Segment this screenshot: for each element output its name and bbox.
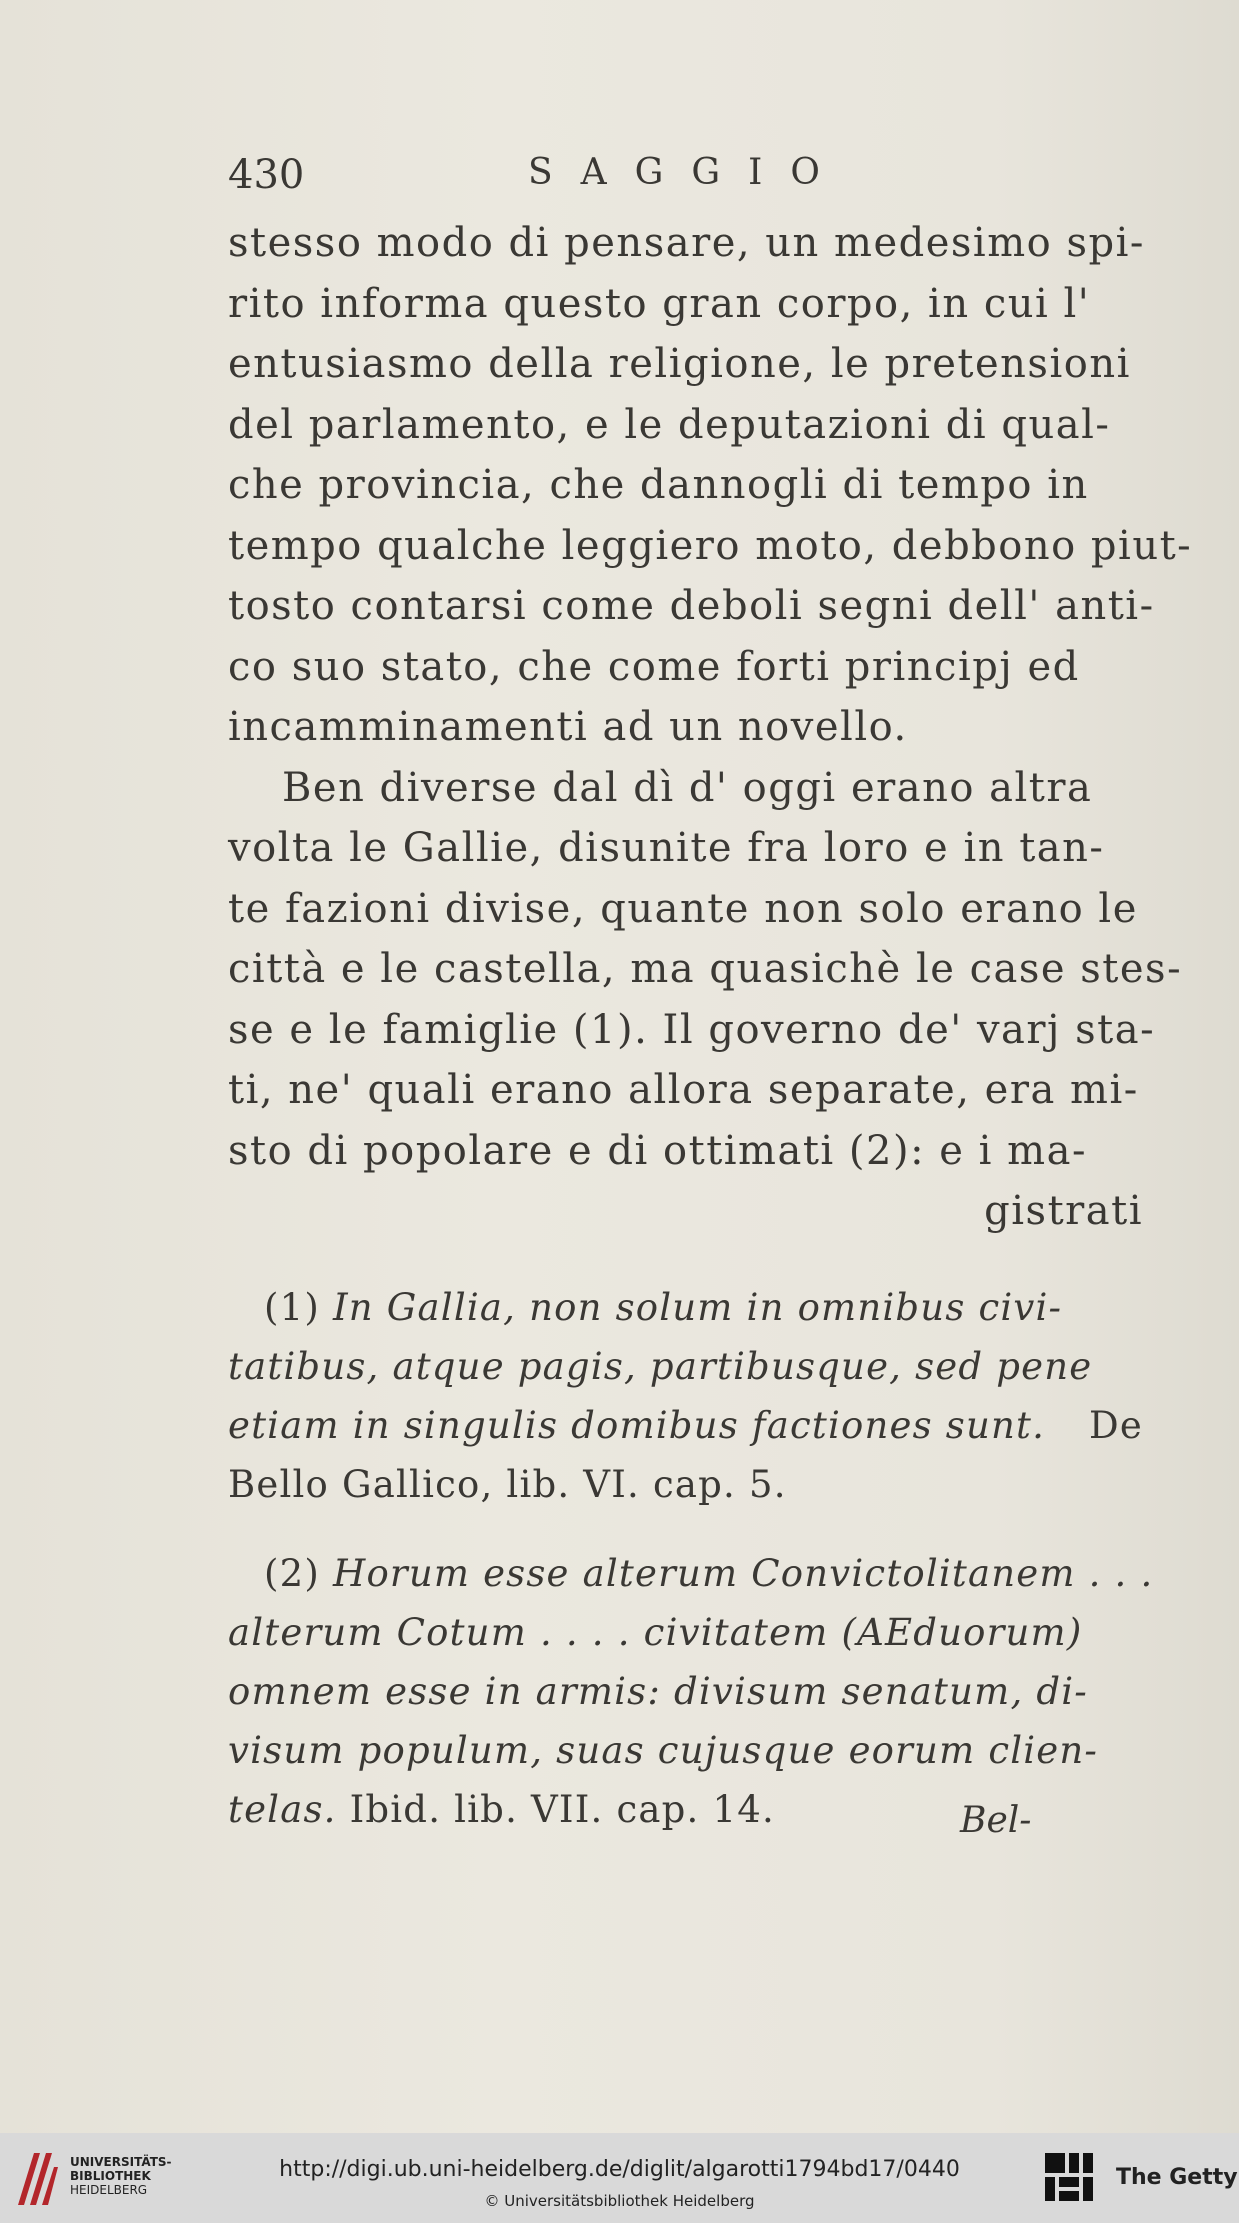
text-line: che provincia, che dannogli di tempo in: [228, 462, 1089, 508]
main-text: [228, 213, 1193, 1242]
getty-logo-icon: [1043, 2151, 1095, 2203]
footnote-2-line: [228, 1662, 1143, 1721]
text-line: stesso modo di pensare, un medesimo spi-: [228, 220, 1145, 266]
footnote-1-text: etiam in singulis domibus factiones sunt.: [228, 1404, 1046, 1447]
text-line: tempo qualche leggiero moto, debbono piut-: [228, 522, 1193, 569]
page-number: 430: [228, 152, 305, 198]
footnote-1-line: Bello Gallico, lib. VI. cap. 5.: [228, 1463, 787, 1506]
viewer-footer: [0, 2133, 1239, 2223]
text-line: se e le famiglie (1). Il governo de' varj sta-: [228, 1006, 1156, 1053]
library-name: UNIVERSITÄTS- BIBLIOTHEK HEIDELBERG: [70, 2155, 172, 2197]
text-line: entusiasmo della religione, le pretensioni: [228, 341, 1131, 387]
footnote-2-text: alterum Cotum . . . . civitatem (AEduorum): [228, 1611, 1083, 1654]
text-line: co suo stato, che come forti principj ed: [228, 643, 1080, 690]
footnote-2-line: [228, 1544, 1154, 1603]
footnote-2-text: omnem esse in armis: divisum senatum, di-: [228, 1670, 1088, 1713]
permalink-url[interactable]: http://digi.ub.uni-heidelberg.de/diglit/algarotti1794bd17/0440: [279, 2157, 960, 2182]
footnote-1-number: (1): [264, 1286, 321, 1329]
text-line: città e le castella, ma quasichè le case stes-: [228, 946, 1183, 992]
footnote-1-line: [228, 1278, 1143, 1337]
catchword: gistrati: [984, 1188, 1143, 1234]
text-line: te fazioni divise, quante non solo erano le: [228, 885, 1138, 932]
footnote-2-number: (2): [264, 1552, 321, 1595]
text-line: incamminamenti ad un novello.: [228, 704, 908, 750]
footnote-2-text: Ibid. lib. VII. cap. 14.: [349, 1788, 775, 1831]
footnote-catchword: Bel-: [960, 1800, 1032, 1841]
text-line: sto di popolare e di ottimati (2): e i ma-: [228, 1127, 1087, 1174]
footnote-2-line: [228, 1721, 1143, 1780]
footnote-2-text: visum populum, suas cujusque eorum clien-: [228, 1729, 1099, 1772]
getty-name: The Getty: [1116, 2165, 1238, 2190]
running-title: SAGGIO: [528, 152, 848, 193]
text-line: rito informa questo gran corpo, in cui l': [228, 280, 1091, 327]
footnote-1-line: [228, 1396, 1143, 1455]
footnote-2-line: [228, 1603, 1143, 1662]
text-line: del parlamento, e le deputazioni di qual-: [228, 401, 1111, 448]
page-header: [228, 152, 888, 208]
catchword-line: [228, 1181, 1143, 1242]
footnote-1-text: In Gallia, non solum in omnibus civi-: [332, 1286, 1063, 1329]
copyright-notice: © Universitätsbibliothek Heidelberg: [484, 2192, 755, 2210]
text-line: volta le Gallie, disunite fra loro e in tan-: [228, 825, 1105, 871]
footnote-2-text: Horum esse alterum Convictolitanem . . .: [332, 1552, 1154, 1595]
footnote-1-text: De: [1089, 1404, 1143, 1447]
footnotes: [228, 1278, 1154, 1839]
text-line: ti, ne' quali erano allora separate, era mi-: [228, 1067, 1139, 1113]
text-line: tosto contarsi come deboli segni dell' anti-: [228, 583, 1155, 629]
footnote-2-text: telas.: [228, 1788, 337, 1831]
footnote-1-line: [228, 1337, 1143, 1396]
text-line: Ben diverse dal dì d' oggi erano altra: [282, 764, 1093, 811]
footnote-1-text: tatibus, atque pagis, partibusque, sed pene: [228, 1345, 1093, 1388]
